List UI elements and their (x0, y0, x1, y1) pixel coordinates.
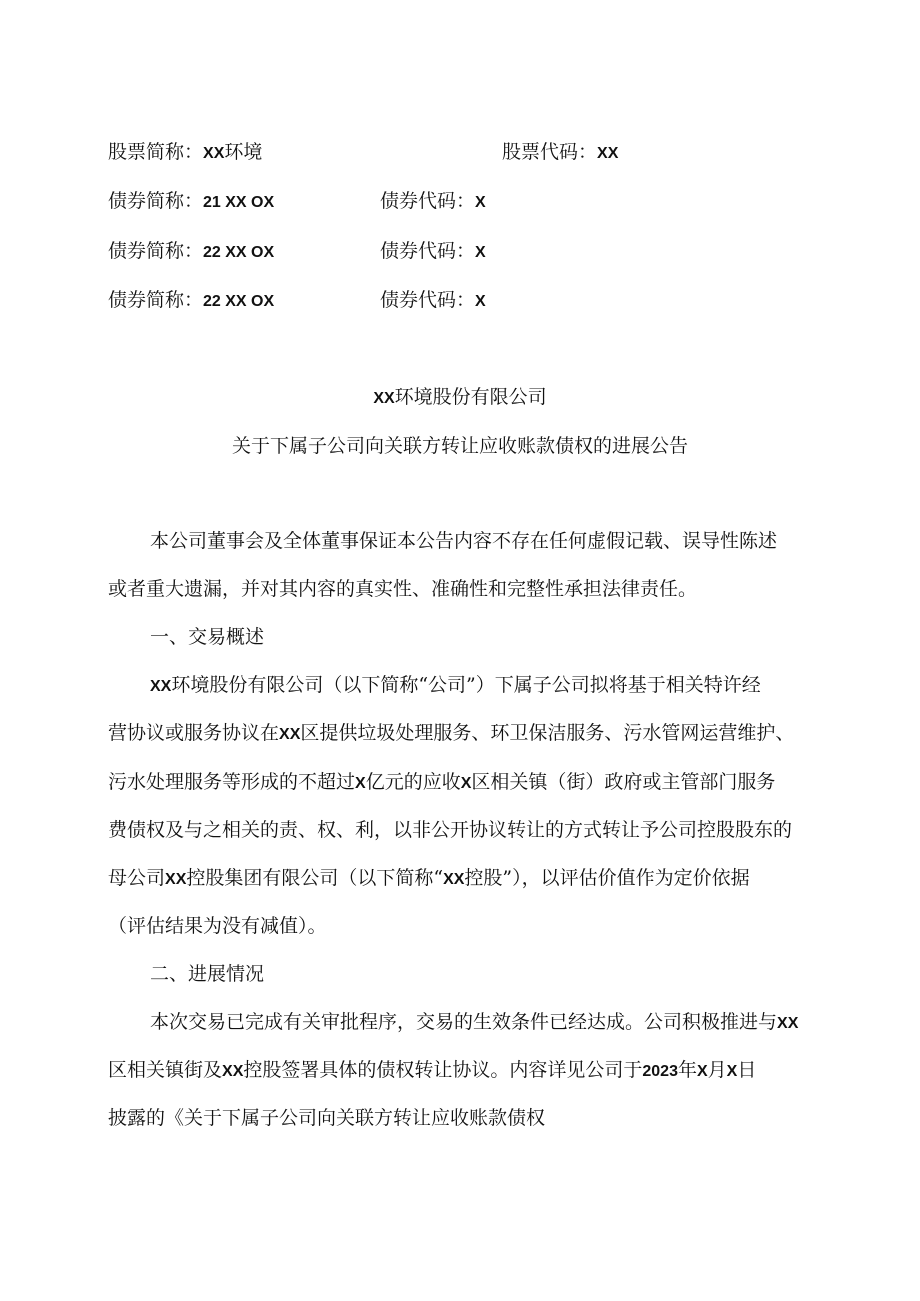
inline-code: XX (222, 1063, 244, 1080)
inline-code: XX (443, 871, 465, 888)
company-name: 环境股份有限公司 (394, 386, 547, 408)
statement-line: 或者重大遗漏，并对其内容的真实性、准确性和完整性承担法律责任。 (108, 578, 698, 600)
paragraph-line: 费债权及与之相关的责、权、利，以非公开协议转让的方式转让予公司控股股东的 (108, 819, 793, 841)
bond-code-value: X (475, 194, 486, 211)
stock-name-suffix: 环境 (224, 141, 263, 163)
bond-code-label: 债券代码： (380, 190, 476, 212)
inline-text: 控股集团有限公司（以下简称“ (186, 867, 444, 889)
bond-code-value: X (475, 244, 486, 261)
stock-name-value: XX (203, 145, 225, 162)
company-title (0, 385, 920, 411)
company-prefix: XX (373, 390, 395, 407)
inline-code: 2023 (642, 1063, 678, 1080)
inline-text: 亿元的应收 (365, 771, 461, 793)
inline-code: X (696, 1063, 708, 1080)
inline-text: 环境股份有限公司（以下简称“公司”）下属子公司拟将基于相关特许经 (171, 674, 761, 696)
paragraph-line (150, 1010, 820, 1036)
inline-text: 控股签署具体的债权转让协议。内容详见公司于 (243, 1059, 643, 1081)
bond-name-value: 21 XX OX (203, 194, 275, 211)
paragraph-line (108, 866, 820, 892)
bond-name-row (108, 189, 274, 215)
bond-code-value: X (475, 293, 486, 310)
inline-text: 年 (677, 1059, 697, 1081)
inline-code: XX (279, 726, 301, 743)
bond-code-row (380, 239, 486, 265)
statement-line: 本公司董事会及全体董事保证本公告内容不存在任何虚假记载、误导性陈述 (150, 530, 778, 552)
paragraph-line (108, 721, 820, 747)
paragraph-line (108, 1058, 820, 1084)
bond-name-value: 22 XX OX (203, 293, 275, 310)
bond-name-row (108, 288, 274, 314)
paragraph-line: （评估结果为没有减值）。 (108, 915, 327, 937)
inline-code: XX (165, 871, 187, 888)
bond-code-row (380, 288, 486, 314)
paragraph-line: 披露的《关于下属子公司向关联方转让应收账款债权 (108, 1107, 546, 1129)
section-heading-progress: 二、进展情况 (150, 963, 265, 985)
inline-code: XX (150, 678, 172, 695)
inline-text: 日 (737, 1059, 757, 1081)
paragraph-line (108, 770, 820, 796)
inline-text: 月 (707, 1059, 727, 1081)
inline-code: X (460, 775, 472, 792)
bond-name-label: 债券简称： (108, 289, 204, 311)
bond-name-row (108, 239, 274, 265)
inline-text: 控股”），以评估价值作为定价依据 (464, 867, 750, 889)
stock-code-row (502, 140, 618, 166)
bond-code-label: 债券代码： (380, 240, 476, 262)
bond-name-value: 22 XX OX (203, 244, 275, 261)
inline-text: 营协议或服务协议在 (108, 722, 280, 744)
stock-code-label: 股票代码： (502, 141, 598, 163)
inline-code: X (355, 775, 366, 792)
paragraph-line (150, 673, 820, 699)
section-heading-overview: 一、交易概述 (150, 626, 265, 648)
inline-text: 母公司 (108, 867, 166, 889)
announcement-title: 关于下属子公司向关联方转让应收账款债权的进展公告 (231, 435, 688, 457)
bond-code-label: 债券代码： (380, 289, 476, 311)
inline-text: 区相关镇街及 (108, 1059, 223, 1081)
stock-name-row (108, 140, 262, 166)
stock-name-label: 股票简称： (108, 141, 204, 163)
bond-code-row (380, 189, 486, 215)
inline-text: 区相关镇（街）政府或主管部门服务 (471, 771, 776, 793)
inline-text: 区提供垃圾处理服务、环卫保洁服务、污水管网运营维护、 (300, 722, 795, 744)
inline-code: XX (777, 1015, 799, 1032)
inline-code: X (726, 1063, 738, 1080)
stock-code-value: XX (597, 145, 619, 162)
bond-name-label: 债券简称： (108, 240, 204, 262)
inline-text: 本次交易已完成有关审批程序，交易的生效条件已经达成。公司积极推进与 (150, 1011, 778, 1033)
inline-text: 污水处理服务等形成的不超过 (108, 771, 356, 793)
bond-name-label: 债券简称： (108, 190, 204, 212)
